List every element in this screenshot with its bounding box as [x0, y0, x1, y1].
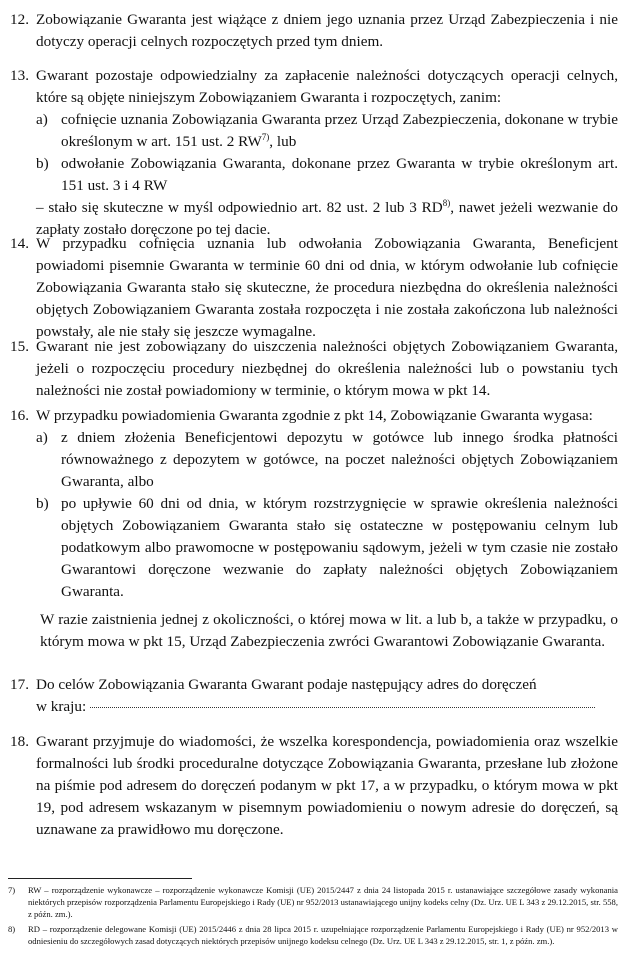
footnote-text: RD – rozporządzenie delegowane Komisji (UE) 2015/2446 z dnia 28 lipca 2015 r. uzupełniające rozporządzenie Parlamentu Europejskiego i Rady (UE) nr 952/2013 w odniesieniu do szczegółowych zasad dotyczących niektórych przepisów unijnego kodeksu celnego (Dz. Urz. UE L 343 z 29.12.2015, str. 1, z późn. zm.). [28, 924, 618, 946]
clause-point-b [36, 493, 618, 603]
point-text: odwołanie Zobowiązania Gwaranta, dokonane przez Gwaranta w trybie określonym art. 151 ust. 3 i 4 RW [61, 155, 618, 194]
clause-point-b [36, 153, 618, 197]
footnote-7 [8, 884, 618, 920]
clause-body [36, 674, 618, 718]
clause-number: 12. [10, 11, 29, 28]
clause-intro: W przypadku powiadomienia Gwaranta zgodnie z pkt 14, Zobowiązanie Gwaranta wygasa: [36, 407, 593, 424]
address-fill-in-line[interactable] [90, 707, 595, 708]
point-letter: a) [36, 111, 48, 128]
clause-text: Gwarant przyjmuje do wiadomości, że wszelka korespondencja, powiadomienia oraz wszelkie formalności lub środki proceduralne dotyczące Zobowiązania Gwaranta, przesłane lub złożone na piśmie pod adresem do doręczeń podanym w pkt 17, a w przypadku, o którym mowa w pkt 19, pod adresem wskazanym w pisemnym powiadomieniu o nowym adresie do doręczeń, są uznawane za prawidłowo mu doręczone. [36, 733, 618, 838]
clause-intro: Gwarant pozostaje odpowiedzialny za zapłacenie należności dotyczących operacji celnych, które są objęte niniejszym Zobowiązaniem Gwaranta i rozpoczętych, zanim: [36, 67, 618, 106]
dash-text: – stało się skuteczne w myśl odpowiednio art. 82 ust. 2 lub 3 RD [36, 199, 443, 216]
clause-number: 14. [10, 235, 29, 252]
clause-number: 17. [10, 676, 29, 693]
point-tail: , lub [269, 133, 297, 150]
clause-text: Gwarant nie jest zobowiązany do uiszczenia należności objętych Zobowiązaniem Gwaranta, jeżeli o rozpoczęciu procedury niezbędnej do określenia należności lub o powstaniu tych należności nie został powiadomiony w terminie, o którym mowa w pkt 14. [36, 338, 618, 399]
clause-text: Zobowiązanie Gwaranta jest wiążące z dniem jego uznania przez Urząd Zabezpieczenia i nie dotyczy operacji celnych rozpoczętych przed tym dniem. [36, 11, 618, 50]
clause-number: 13. [10, 67, 29, 84]
footnote-mark: 7) [8, 885, 16, 895]
clause-body [36, 405, 618, 653]
clause-point-a [36, 427, 618, 493]
clause-number: 15. [10, 338, 29, 355]
clause-text: W przypadku cofnięcia uznania lub odwołania Zobowiązania Gwaranta, Beneficjent powiadomi pisemnie Gwaranta w terminie 60 dni od dnia, w którym odwołanie lub cofnięcie Zobowiązania Gwaranta stało się skuteczne, że procedura niezbędna do określenia należności objętych Zobowiązaniem Gwaranta została rozpoczęta i nie została zakończona lub należności powstały, ale nie stały się jeszcze wymagalne. [36, 235, 618, 340]
dash-tail: , nawet jeżeli wezwanie do zapłaty zostało doręczone po tej dacie. [36, 199, 618, 238]
footnote-separator [8, 878, 192, 879]
clause-closing-paragraph: W razie zaistnienia jednej z okoliczności, o której mowa w lit. a lub b, a także w przypadku, o którym mowa w pkt 15, Urząd Zabezpieczenia zwróci Gwarantowi Zobowiązanie Gwaranta. [40, 611, 618, 650]
point-letter: b) [36, 155, 49, 172]
footnote-8 [8, 923, 618, 947]
address-label: w kraju: [36, 698, 87, 715]
point-letter: a) [36, 429, 48, 446]
clause-body [36, 65, 618, 241]
point-text: po upływie 60 dni od dnia, w którym rozstrzygnięcie w sprawie określenia należności objętych Zobowiązaniem Gwaranta stało się ostateczne w postępowaniu celnym lub podatkowym albo prawomocne w postępowaniu sądowym, jeżeli w tym czasie nie zostało Gwarantowi doręczone wezwanie do zapłaty należności objętych Zobowiązaniem Gwaranta. [61, 495, 618, 600]
footnote-mark: 8) [8, 924, 16, 934]
clause-point-a [36, 109, 618, 153]
footnote-ref-8[interactable]: 8) [442, 197, 451, 208]
footnote-text: RW – rozporządzenie wykonawcze – rozporządzenie wykonawcze Komisji (UE) 2015/2447 z dnia 24 listopada 2015 r. ustanawiające szczegółowe zasady wykonania niektórych przepisów rozporządzenia Parlamentu Europejskiego i Rady (UE) nr 952/2013 ustanawiającego unijny kodeks celny (Dz. Urz. UE L 343 z 29.12.2015, str. 558, z późn. zm.). [28, 885, 618, 919]
point-text: cofnięcie uznania Zobowiązania Gwaranta przez Urząd Zabezpieczenia, dokonane w trybie określonym w art. 151 ust. 2 RW [61, 111, 618, 150]
point-text: z dniem złożenia Beneficjentowi depozytu w gotówce lub innego środka płatności równoważnego z depozytem w gotówce, na poczet należności objętych Zobowiązaniem Gwaranta, albo [61, 429, 618, 490]
point-letter: b) [36, 495, 49, 512]
footnote-ref-7[interactable]: 7) [261, 131, 270, 142]
clause-text: Do celów Zobowiązania Gwaranta Gwarant podaje następujący adres do doręczeń [36, 676, 537, 693]
clause-number: 18. [10, 733, 29, 750]
clause-number: 16. [10, 407, 29, 424]
address-line [36, 696, 618, 718]
